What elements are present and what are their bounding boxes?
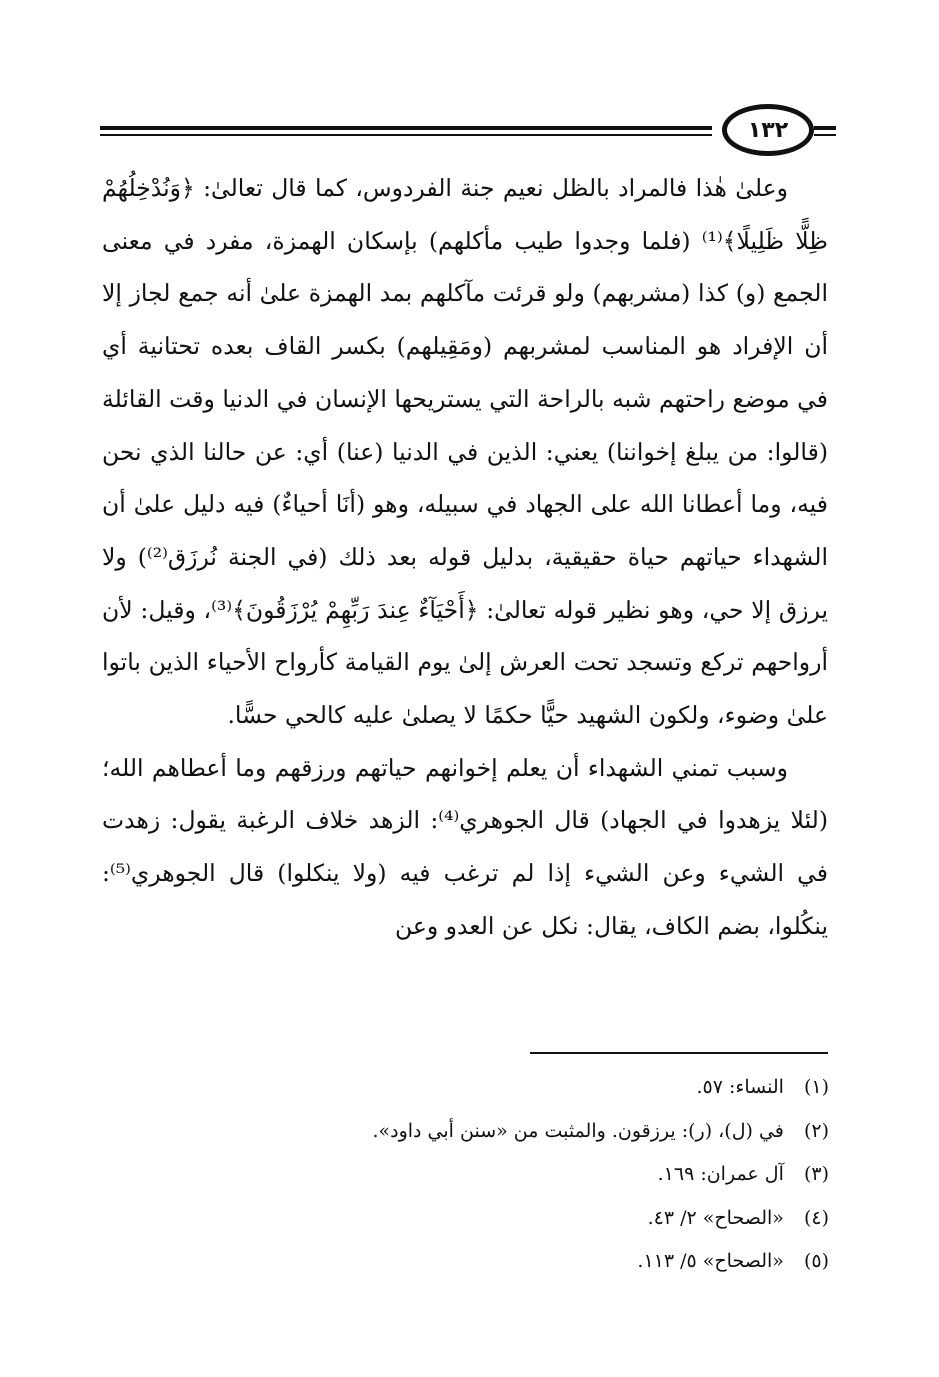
page-number xyxy=(722,104,814,156)
footnotes xyxy=(129,1066,829,1284)
footnote-text: في (ل)، (ر): يرزقون. والمثبت من «سنن أبي داود». xyxy=(372,1119,784,1142)
footnote-number: (١) xyxy=(803,1076,829,1098)
footnote-text: آل عمران: ١٦٩. xyxy=(657,1163,784,1185)
footnote-separator xyxy=(530,1052,828,1054)
footnote-number: (٢) xyxy=(803,1119,829,1142)
footnote-text: «الصحاح» ٢/ ٤٣. xyxy=(647,1206,784,1229)
footnote-item xyxy=(129,1066,829,1110)
header-rule-thick xyxy=(100,126,712,130)
paragraph: وسبب تمني الشهداء أن يعلم إخوانهم حياتهم ورزقهم وما أعطاهم الله؛ (لئلا يزهدوا في الجهاد) قال الجوهري⁽⁴⁾: الزهد خلاف الرغبة يقول: زهدت في الشيء وعن الشيء إذا لم ترغب فيه (ولا ينكلوا) قال الجوهري⁽⁵⁾: ينكُلوا، بضم الكاف، يقال: نكل عن العدو وعن xyxy=(102,753,828,940)
footnote-text: النساء: ٥٧. xyxy=(696,1076,784,1098)
footnote-item xyxy=(129,1110,829,1154)
header-rule-right-thick xyxy=(814,126,836,130)
header-rule-right-thin xyxy=(814,134,836,136)
footnote-number: (٤) xyxy=(803,1206,829,1229)
footnote-item xyxy=(129,1153,829,1197)
paragraph: وعلىٰ هٰذا فالمراد بالظل نعيم جنة الفردوس، كما قال تعالىٰ: ﴿وَنُدْخِلُهُمْ ظِلًّا ظَلِيلًا﴾⁽¹⁾ (فلما وجدوا طيب مأكلهم) بإسكان الهمزة، مفرد في معنى الجمع (و) كذا (مشربهم) ولو قرئت مآكلهم بمد الهمزة علىٰ أنه جمع لجاز إلا أن الإفراد هو المناسب لمشربهم (ومَقِيلهم) بكسر القاف بعده تحتانية أي في موضع راحتهم شبه بالراحة التي يستريحها الإنسان في الدنيا وقت القائلة (قالوا: من يبلغ إخواننا) يعني: الذين في الدنيا (عنا) أي: عن حالنا الذي نحن فيه، وما أعطانا الله على الجهاد في سبيله، وهو (أنَا أحياءٌ) فيه دليل علىٰ أن الشهداء حياتهم حياة حقيقية، بدليل قوله بعد ذلك (في الجنة نُرزَق⁽²⁾) ولا يرزق إلا حي، وهو نظير قوله تعالىٰ: ﴿أَحْيَآءٌ عِندَ رَبِّهِمْ يُرْزَقُونَ﴾⁽³⁾، وقيل: لأن أرواحهم تركع وتسجد تحت العرش إلىٰ يوم القيامة كأرواح الأحياء الذين باتوا علىٰ وضوء، ولكون الشهيد حيًّا حكمًا لا يصلىٰ عليه كالحي حسًّا. xyxy=(102,174,828,730)
page-header xyxy=(100,104,836,152)
main-text xyxy=(102,162,828,953)
footnote-item xyxy=(129,1197,829,1241)
page-number-text: ١٣٢ xyxy=(747,117,789,143)
footnote-number: (٥) xyxy=(803,1250,829,1272)
footnote-number: (٣) xyxy=(803,1163,829,1185)
footnote-item xyxy=(129,1240,829,1284)
footnote-text: «الصحاح» ٥/ ١١٣. xyxy=(637,1250,784,1272)
header-rule-thin xyxy=(100,134,712,136)
